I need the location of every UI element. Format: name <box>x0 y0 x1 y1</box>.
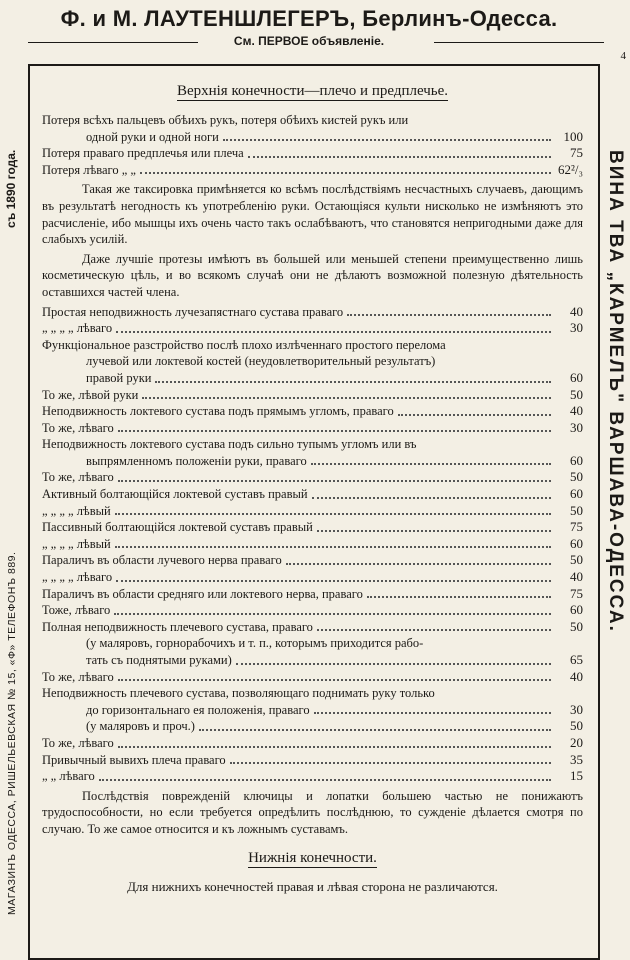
section-title-lower-limbs: Нижнія конечности. <box>248 849 377 866</box>
header-subtitle: См. ПЕРВОЕ объявленіе. <box>0 34 618 48</box>
intro-rate-list <box>42 112 583 178</box>
rate-row <box>42 453 583 470</box>
rate-row <box>42 619 583 636</box>
rate-row-value: 40 <box>570 668 583 684</box>
leader-dots <box>140 172 551 174</box>
header-title: Ф. и М. ЛАУТЕНШЛЕГЕРЪ, Берлинъ-Одесса. <box>60 6 558 31</box>
rate-row <box>42 436 583 453</box>
leader-dots <box>118 679 551 681</box>
rate-row-text: Привычный вывихъ плеча праваго <box>42 752 226 767</box>
leader-dots <box>347 314 551 316</box>
left-margin-advert: МАГАЗИНЪ ОДЕССА, РИШЕЛЬЕВСКАЯ № 15, «Ф» ТЕЛЕФОНЪ 889. <box>6 551 18 915</box>
rate-row-text: до горизонтальнаго ея положенія, праваго <box>86 702 310 717</box>
rate-row <box>42 552 583 569</box>
rate-row-value: 60 <box>570 486 583 502</box>
rate-row <box>42 162 583 179</box>
rate-row-text: Пассивный болтающійся локтевой суставъ правый <box>42 520 313 535</box>
leader-dots <box>314 712 551 714</box>
leader-dots <box>317 629 551 631</box>
rate-row-value: 15 <box>570 768 583 784</box>
leader-dots <box>236 663 551 665</box>
leader-dots <box>116 331 551 333</box>
section-title-upper-limbs: Верхнія конечности—плечо и предплечье. <box>176 83 449 99</box>
leader-dots <box>398 414 551 416</box>
rate-row-text: Параличъ въ области средняго или локтевого нерва, праваго <box>42 586 363 601</box>
rate-row-text: лучевой или локтевой костей (неудовлетворительный результатъ) <box>86 354 436 369</box>
paragraph-taxation: Такая же таксировка примѣняется ко всѣмъ послѣдствіямъ несчастныхъ случаевъ, дающимъ въ результатѣ негодность къ употребленію руки. Остающіяся культи нисколько не измѣняютъ это расчисленіе, ибо мышцы ихъ очень часто такъ ослабѣваютъ, что становятся непригодными даже для слабыхъ усилій. <box>42 182 583 247</box>
rate-row <box>42 420 583 437</box>
rate-row <box>42 112 583 129</box>
rate-row-value: 50 <box>570 386 583 402</box>
paragraph-prostheses: Даже лучшіе протезы имѣютъ въ большей или меньшей степени преимущественно лишь косметическую цѣль, и во всякомъ случаѣ они не дѣлаютъ возможной полезную дѣятельность оставшихся частей члена. <box>42 251 583 299</box>
rate-row-text: „ „ „ „ лѣвый <box>42 536 111 551</box>
leader-dots <box>223 139 551 141</box>
rate-row <box>42 304 583 321</box>
rate-row <box>42 586 583 603</box>
rate-row <box>42 536 583 553</box>
rate-row-text: „ „ „ „ лѣваго <box>42 321 113 336</box>
rate-row-value: 60 <box>570 535 583 551</box>
rate-row-value: 20 <box>570 734 583 750</box>
rate-row <box>42 685 583 702</box>
rate-row <box>42 519 583 536</box>
paragraph-clavicle: Послѣдствія поврежденій ключицы и лопатки большею частью не понижаютъ трудоспособности, но если требуется опредѣлить послѣднюю, то сужденіе дѣлается смотря по случаю. То же самое относится и къ ложнымъ суставамъ. <box>42 788 583 836</box>
rate-row-value: 30 <box>570 320 583 336</box>
leader-dots <box>199 729 551 731</box>
rate-row-value: 50 <box>570 552 583 568</box>
rate-row-text: То же, лѣваго <box>42 735 114 750</box>
rate-row <box>42 635 583 652</box>
rate-list <box>42 304 583 785</box>
page-header <box>0 6 618 48</box>
rate-row-value: 75 <box>570 585 583 601</box>
rate-row <box>42 353 583 370</box>
leader-dots <box>142 397 551 399</box>
leader-dots <box>367 596 551 598</box>
rate-row <box>42 569 583 586</box>
rate-row <box>42 669 583 686</box>
rate-row-value: 60 <box>570 452 583 468</box>
rate-row-value: 100 <box>563 128 583 144</box>
rate-row-value: 60 <box>570 369 583 385</box>
rate-row-value: 50 <box>570 718 583 734</box>
leader-dots <box>116 580 551 582</box>
page-number: 4 <box>620 50 626 62</box>
rate-row-text: То же, лѣваго <box>42 470 114 485</box>
rate-row-value: 50 <box>570 618 583 634</box>
rate-row-text: „ „ лѣваго <box>42 769 95 784</box>
rate-row-value: 30 <box>570 419 583 435</box>
rate-row-text: правой руки <box>86 370 152 385</box>
rate-row-text: То же, лѣваго <box>42 669 114 684</box>
rate-row-text: „ „ „ „ лѣвый <box>42 503 111 518</box>
lower-limbs-note: Для нижнихъ конечностей правая и лѣвая сторона не различаются. <box>127 878 498 894</box>
rate-row-value: 62²/₃ <box>557 161 583 177</box>
rate-row <box>42 403 583 420</box>
leader-dots <box>317 530 551 532</box>
rate-row <box>42 702 583 719</box>
leader-dots <box>230 762 551 764</box>
rate-row <box>42 602 583 619</box>
rate-row <box>42 469 583 486</box>
rate-row-text: одной руки и одной ноги <box>86 129 219 144</box>
rate-row <box>42 735 583 752</box>
rate-row <box>42 718 583 735</box>
rate-row <box>42 320 583 337</box>
rate-row-text: Потеря праваго предплечья или плеча <box>42 146 244 161</box>
rate-row-value: 60 <box>570 602 583 618</box>
rate-row-text: Потеря всѣхъ пальцевъ обѣихъ рукъ, потеря обѣихъ кистей рукъ или <box>42 113 409 127</box>
rate-row <box>42 486 583 503</box>
rate-row <box>42 503 583 520</box>
rate-row <box>42 337 583 354</box>
leader-dots <box>115 513 551 515</box>
rate-row-text: (у маляровъ и проч.) <box>86 719 195 734</box>
rate-row-value: 40 <box>570 303 583 319</box>
rate-row-text: Простая неподвижность лучезапястнаго сустава праваго <box>42 304 344 319</box>
leader-dots <box>155 381 551 383</box>
rate-row-text: Функціональное разстройство послѣ плохо излѣченнаго простого перелома <box>42 337 446 352</box>
rate-row-text: Неподвижность плечевого сустава, позволяющаго поднимать руку только <box>42 686 435 701</box>
rate-row <box>42 768 583 785</box>
left-margin-year: съ 1890 года. <box>4 149 18 228</box>
rate-row-value: 75 <box>570 145 583 161</box>
rate-row-text: Активный болтающійся локтевой суставъ правый <box>42 487 308 502</box>
rate-row-text: То же, лѣвой руки <box>42 387 139 402</box>
rate-row-value: 40 <box>570 569 583 585</box>
rate-row-value: 65 <box>570 652 583 667</box>
rate-row-value: 75 <box>570 519 583 535</box>
leader-dots <box>286 563 551 565</box>
leader-dots <box>118 480 551 482</box>
rate-row-value: 50 <box>570 502 583 518</box>
rate-row-text: Неподвижность локтевого сустава подъ прямымъ угломъ, праваго <box>42 404 394 419</box>
right-margin-advert: ВИНА ТВА „КАРМЕЛЪ" ВАРШАВА-ОДЕССА. <box>605 150 626 633</box>
leader-dots <box>99 779 551 781</box>
rate-row <box>42 370 583 387</box>
leader-dots <box>114 613 551 615</box>
rate-row-value: 50 <box>570 469 583 485</box>
rate-row-value: 40 <box>570 403 583 419</box>
rate-row-value: 30 <box>570 701 583 717</box>
leader-dots <box>118 430 551 432</box>
rate-row-text: выпрямленномъ положеніи руки, праваго <box>86 453 307 468</box>
rate-row-text: Параличъ въ области лучевого нерва праваго <box>42 553 282 568</box>
rate-row <box>42 145 583 162</box>
rate-row <box>42 752 583 769</box>
rate-row-text: Неподвижность локтевого сустава подъ сильно тупымъ угломъ или въ <box>42 437 417 452</box>
rate-row <box>42 387 583 404</box>
leader-dots <box>311 463 551 465</box>
leader-dots <box>115 546 551 548</box>
rate-row <box>42 129 583 146</box>
rate-row-text: Полная неподвижность плечевого сустава, праваго <box>42 619 313 634</box>
rate-row-text: „ „ „ „ лѣваго <box>42 570 113 585</box>
rate-row-text: тать съ поднятыми руками) <box>86 653 232 667</box>
leader-dots <box>118 746 551 748</box>
leader-dots <box>312 497 551 499</box>
rate-row-text: Потеря лѣваго „ „ <box>42 162 136 177</box>
rate-row-value: 35 <box>570 751 583 767</box>
document-body <box>42 79 583 895</box>
leader-dots <box>248 156 551 158</box>
rate-row <box>42 652 583 669</box>
rate-row-text: То же, лѣваго <box>42 420 114 435</box>
rate-row-text: (у маляровъ, горнорабочихъ и т. п., которымъ приходится рабо- <box>86 636 424 651</box>
rate-row-text: Тоже, лѣваго <box>42 603 111 618</box>
